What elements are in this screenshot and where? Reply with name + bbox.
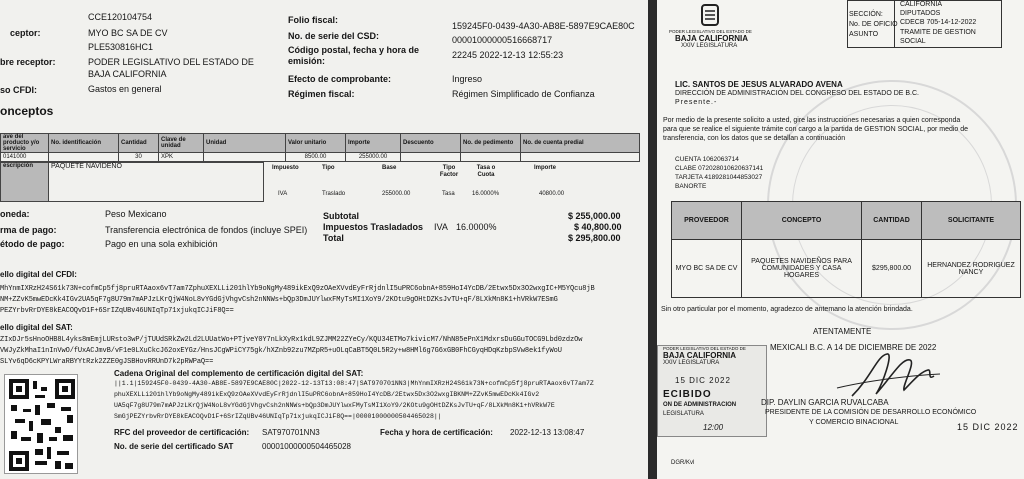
- meta-asunto: TRAMITE DE GESTION: [900, 29, 976, 36]
- cell-solicitante: HERNANDEZ RODRIGUEZ NANCY: [922, 240, 1021, 298]
- receptor-name: MYO BC SA DE CV: [88, 28, 168, 38]
- rfc-receptor: PLE530816HC1: [88, 42, 154, 52]
- regimen-label: Régimen fiscal:: [288, 89, 355, 99]
- description-table: [0, 162, 640, 202]
- fecha-cert-value: 2022-12-13 13:08:47: [510, 428, 585, 437]
- moneda-label: oneda:: [0, 209, 30, 219]
- stamp-line-1: PODER LEGISLATIVO DEL ESTADO DE: [663, 346, 746, 351]
- tax-impuesto: IVA: [278, 190, 288, 197]
- addressee-role: DIRECCIÓN DE ADMINISTRACIÓN DEL CONGRESO DEL ESTADO DE B.C.: [675, 90, 919, 97]
- tax-h-factor: Tipo Factor: [439, 164, 459, 178]
- signature-image: [832, 346, 942, 401]
- bank-name: BANORTE: [675, 183, 707, 190]
- sello-cfdi-line-1: MhYnmIXRzH24S61k73N+cofmCp5fj8pruRTAaox6vT7am7ZphuXEXLLi201hlYb9oNgMy489ikExQ9zOAeXVvdEyFrRjdnlI5uPRC6obnA+859HoI4YcDB/2Etwx5Dx3O2wxgIC+M5YQcu8jB: [0, 285, 595, 293]
- body-line-3: transferencia, con los datos que se detallan a continuación: [663, 135, 846, 142]
- emision-value: 22245 2022-12-13 12:55:23: [452, 50, 564, 60]
- subtotal-label: Subtotal: [323, 211, 359, 221]
- fecha-cert-label: Fecha y hora de certificación:: [380, 428, 493, 437]
- stamp-admin: ON DE ADMINISTRACION: [663, 402, 737, 408]
- meta-oficio: CDECB 705-14-12-2022: [900, 19, 977, 26]
- stamp-line-3: XXIV LEGISLATURA: [663, 360, 720, 366]
- congress-line-1: PODER LEGISLATIVO DEL ESTADO DE: [669, 29, 752, 34]
- header-left-label-3: bre receptor:: [0, 57, 56, 67]
- sello-cfdi-title: ello digital del CFDI:: [0, 270, 77, 279]
- meta-label-oficio: No. DE OFICIO: [849, 21, 898, 28]
- col-cantidad: Cantidad: [119, 134, 159, 153]
- tax-h-tasa: Tasa o Cuota: [476, 164, 496, 178]
- impuestos-tipo: IVA: [434, 222, 448, 232]
- closing: Sin otro particular por el momento, agradezco de antemano la atención brindada.: [661, 306, 913, 313]
- place-date: MEXICALI B.C. A 14 DE DICIEMBRE DE 2022: [770, 343, 937, 352]
- impuestos-label: Impuestos Trasladados: [323, 222, 424, 232]
- impuestos-tasa: 16.0000%: [456, 222, 497, 232]
- desc-text: PAQUETE NAVIDEÑO: [49, 163, 264, 202]
- col-pedimento: No. de pedimento: [461, 134, 521, 153]
- uso-cfdi: Gastos en general: [88, 84, 162, 94]
- cadena-line-1: ||1.1|159245F0-0439-4A30-AB8E-5897E9CAE80C|2022-12-13T13:08:47|SAT970701NN3|MhYnmIXRzH24S61k73N+cofmCp5fj8pruRTAaox6vT7am7Z: [114, 380, 594, 387]
- csd-label: No. de serie del CSD:: [288, 31, 380, 41]
- conceptos-title: onceptos: [0, 104, 54, 118]
- conceptos-header-row: [1, 134, 640, 153]
- tax-h-importe: Importe: [534, 164, 557, 171]
- cadena-line-2: phuXEXLLi201hlYb9oNgMy489ikExQ9zOAeXVvdEyFrRjdnlI5uPRC6obnA+859HoI4YcDB/2Etwx5Dx3O2wxgIBKNM+ZZvK5mwEDcKk4IGv2: [114, 391, 540, 398]
- stamp-date-2: 15 DIC 2022: [957, 422, 1019, 432]
- metodo-pago-value: Pago en una sola exhibición: [105, 239, 218, 249]
- bank-cuenta: CUENTA 1062063714: [675, 156, 739, 163]
- tax-h-base: Base: [382, 164, 397, 171]
- moneda-value: Peso Mexicano: [105, 209, 167, 219]
- request-table: [671, 201, 1021, 298]
- sello-cfdi-line-3: PEZYrbvRrDYE8kEACOQvD1F+6SrIZqUBv46UNIqTp71xjukqICJiF8Q==: [0, 307, 234, 315]
- tax-importe: 40800.00: [539, 190, 565, 197]
- stamp-time: 12:00: [703, 423, 724, 432]
- tax-tasa: 16.0000%: [472, 190, 500, 197]
- rfc-pac-label: RFC del proveedor de certificación:: [114, 428, 250, 437]
- sello-sat-line-3: SLYv6qD6cKPYLWraRBYYtRzk2ZZE0gJSBHovRRUnD7k2pRWPaQ==: [0, 358, 214, 366]
- bank-tarjeta: TARJETA 4189281044853027: [675, 174, 763, 181]
- cell-importe: 255000.00: [346, 153, 401, 162]
- csd-serie: 00001000000516668717: [452, 35, 553, 45]
- col-no-identificacion: No. identificación: [49, 134, 119, 153]
- cell-proveedor: MYO BC SA DE CV: [672, 240, 742, 298]
- tax-detail: [264, 163, 640, 201]
- addressee-name: LIC. SANTOS DE JESUS ALVARADO AVENA: [675, 80, 843, 89]
- atentamente: ATENTAMENTE: [813, 327, 872, 336]
- serie-sat-value: 00001000000504465028: [262, 442, 351, 451]
- sello-sat-line-2: VWJyZkMhaI1nInVwO/fUxACJmvB/vF1e0LXuCkcJ62oxEYGz/HnsJCgWPiCY75gk/hXZnb92zu7MZpR5+uOLqCaBT5Q0L5R2y+w8HMl6g7G6xGB0FhCGyqHDqKzbpSVw8ek1fyWoU: [0, 347, 562, 355]
- meta-seccion: DIPUTADOS: [900, 10, 941, 17]
- stamp-received: ECIBIDO: [663, 389, 712, 400]
- tax-factor: Tasa: [442, 190, 455, 197]
- total-value: $ 295,800.00: [568, 233, 621, 243]
- emision-label: Código postal, fecha y hora de emisión:: [288, 45, 420, 66]
- forma-pago-value: Transferencia electrónica de fondos (incluye SPEI): [105, 225, 308, 235]
- congress-line-3: XXIV LEGISLATURA: [681, 43, 738, 49]
- cell-unidad: XPK: [159, 153, 204, 162]
- col-valor-unitario: Valor unitario: [286, 134, 346, 153]
- congress-line-2: BAJA CALIFORNIA: [675, 34, 749, 43]
- col-importe: Importe: [346, 134, 401, 153]
- cell-concepto: PAQUETES NAVIDEÑOS PARA COMUNIDADES Y CASA HOGARES: [742, 240, 862, 298]
- cadena-line-3: UA5qF7g8U79m7mAPJzLKrQjW4NoL8vYGdGjVhgvCsh2nNNWs+bQp3DmJUYlwxFMyTsMI1XoY9/2KOtu9gOHtDZKsJvTU+qF/8LXkMn8K1+hVRkW7E: [114, 402, 555, 409]
- col-clave-producto: ave del producto y/o servicio: [1, 134, 49, 153]
- tax-h-tipo: Tipo: [322, 164, 335, 171]
- meta-asunto-2: SOCIAL: [900, 38, 926, 45]
- rfc-pac-value: SAT970701NN3: [262, 428, 320, 437]
- sign-name: DIP. DAYLIN GARCIA RUVALCABA: [761, 398, 889, 407]
- header-left-label-4: so CFDI:: [0, 85, 37, 95]
- col-solicitante: SOLICITANTE: [922, 202, 1021, 240]
- presente: Presente.-: [675, 99, 718, 106]
- sello-cfdi-line-2: NM+ZZvK5mwEDcKk4IGv2UA5qF7g8U79m7mAPJzLKrQjW4NoL8vYGdGjVhgvCsh2nNNWs+bQp3DmJUYlwxFMyTsMI1XoY9/2KOtu9gOHtDZKsJvTU+qF/8LXkMn8K1+hVRkW7ESmG: [0, 296, 558, 304]
- meta-label-asunto: ASUNTO: [849, 31, 879, 38]
- folio-fiscal: 159245F0-0439-4A30-AB8E-5897E9CAE80C: [452, 21, 635, 31]
- sign-role-2: Y COMERCIO BINACIONAL: [809, 419, 899, 426]
- cell-valor-unitario: 8500.00: [286, 153, 346, 162]
- col-unidad: Unidad: [204, 134, 286, 153]
- subtotal-value: $ 255,000.00: [568, 211, 621, 221]
- folio-fiscal-label: Folio fiscal:: [288, 15, 339, 25]
- sello-sat-line-1: ZIxDJr5sHnoOHB8L4yks8mEmjLURsto3wP/jTUUdSRkZw2Ld2LUUatWo+PTjveY0Y7nLkXyRx1kdL9ZJMM22ZYeCy/KQU34ETMo7kivicM7/NhN85ePnX1MdxrsDuGGuTOCG9Lbd0zdzOw: [0, 336, 583, 344]
- cell-cantidad: $295,800.00: [862, 240, 922, 298]
- sello-sat-title: ello digital del SAT:: [0, 323, 73, 332]
- forma-pago-label: rma de pago:: [0, 225, 57, 235]
- efecto-label: Efecto de comprobante:: [288, 74, 392, 84]
- regimen-value: Régimen Simplificado de Confianza: [452, 89, 595, 99]
- meta-value-0: CALIFORNIA: [900, 1, 943, 8]
- body-line-2: para que se realice el siguiente trámite con cargo a la partida de GESTION SOCIAL, por medio de: [663, 126, 969, 133]
- bank-clabe: CLABE 072028010620637141: [675, 165, 764, 172]
- cell-cantidad: 30: [119, 153, 159, 162]
- tax-tipo: Traslado: [322, 190, 346, 197]
- conceptos-table: [0, 133, 640, 162]
- cell-clave: 0141000: [1, 153, 49, 162]
- total-label: Total: [323, 233, 344, 243]
- col-cuenta-predial: No. de cuenta predial: [521, 134, 640, 153]
- letter-page: [657, 0, 1024, 479]
- tax-base: 255000.00: [382, 190, 411, 197]
- col-cantidad: CANTIDAD: [862, 202, 922, 240]
- col-concepto: CONCEPTO: [742, 202, 862, 240]
- qr-code: [4, 374, 78, 474]
- efecto-value: Ingreso: [452, 74, 483, 84]
- cadena-line-4: SmGjPEZYrbvRrDYE8kEACOQvD1F+6SrIZqUBv46UNIqTp71xjukqICJiF8Q==|00001000000504465028||: [114, 413, 442, 420]
- col-proveedor: PROVEEDOR: [672, 202, 742, 240]
- nombre-receptor: PODER LEGISLATIVO DEL ESTADO DE BAJA CALIFORNIA: [88, 57, 254, 79]
- table-row: [1, 153, 640, 162]
- stamp-line-2: BAJA CALIFORNIA: [663, 351, 737, 360]
- desc-header: escripción: [1, 163, 49, 202]
- stamp-legislatura: LEGISLATURA: [663, 411, 704, 417]
- col-clave-unidad: Clave de unidad: [159, 134, 204, 153]
- col-descuento: Descuento: [401, 134, 461, 153]
- serie-sat-label: No. de serie del certificado SAT: [114, 442, 234, 451]
- tax-h-impuesto: Impuesto: [272, 164, 299, 171]
- impuestos-value: $ 40,800.00: [574, 222, 622, 232]
- sign-role-1: PRESIDENTE DE LA COMISIÓN DE DESARROLLO ECONÓMICO: [765, 409, 977, 416]
- metodo-pago-label: étodo de pago:: [0, 239, 65, 249]
- cadena-title: Cadena Original del complemento de certificación digital del SAT:: [114, 369, 364, 378]
- stamp-date-1: 15 DIC 2022: [675, 376, 731, 385]
- congress-emblem-icon: [697, 3, 723, 29]
- table-row: [672, 240, 1021, 298]
- body-line-1: Por medio de la presente solicito a usted, gire las instrucciones necesarias a quien corresponda: [663, 117, 961, 124]
- header-left-label-1: ceptor:: [10, 28, 41, 38]
- meta-label-seccion: SECCIÓN:: [849, 11, 883, 18]
- request-header-row: [672, 202, 1021, 240]
- initials: DGR/Kvl: [671, 460, 695, 466]
- rfc-emisor: CCE120104754: [88, 12, 153, 22]
- page-separator: [648, 0, 657, 479]
